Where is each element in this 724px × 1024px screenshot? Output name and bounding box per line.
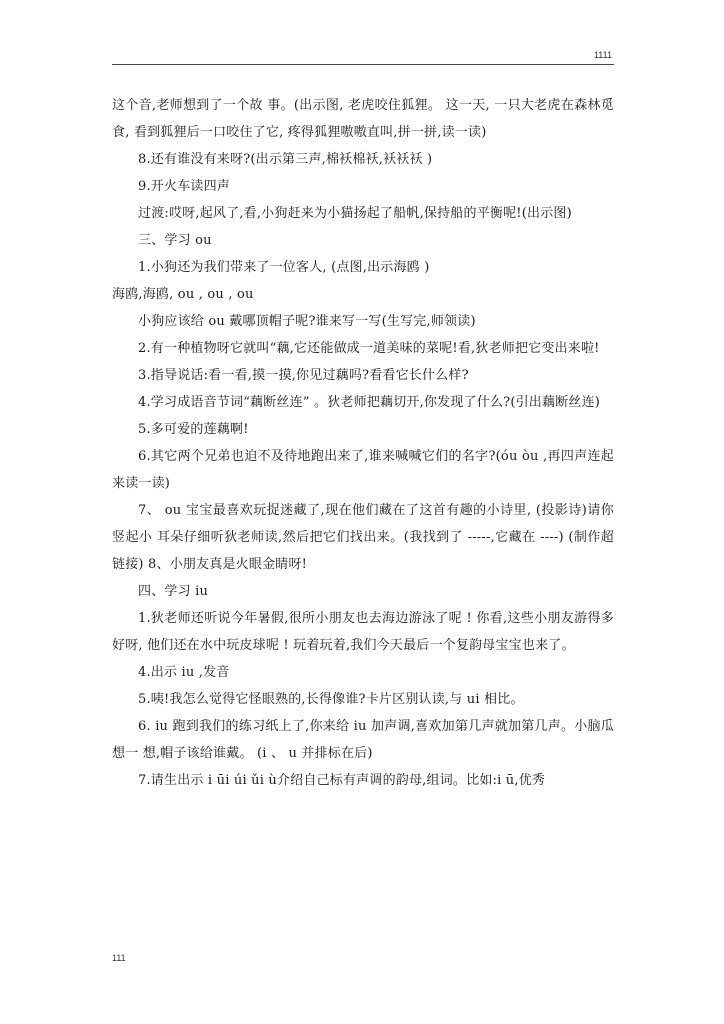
paragraph: 1.狄老师还听说今年暑假,很所小朋友也去海边游泳了呢 ! 你看,这些小朋友游得多好呀, 他们还在水中玩皮球呢 ! 玩着玩着,我们今天最后一个复韵母宝宝也来了。 [112,611,614,653]
section-heading: 四、学习 iu [138,584,209,599]
paragraph: 5.咦!我怎么觉得它怪眼熟的,长得像谁?卡片区别认读,与 ui 相比。 [138,692,524,707]
paragraph: 这个音,老师想到了一个故 事。(出示图, 老虎咬住狐狸。 这一天, 一只大老虎在森林觅食, 看到狐狸后一口咬住了它, 疼得狐狸嗷嗷直叫,拼一拼,读一读) [112,98,614,140]
paragraph: 2.有一种植物呀它就叫“藕,它还能做成一道美味的菜呢!看,狄老师把它变出来啦! [138,341,600,356]
paragraph: 1.小狗还为我们带来了一位客人, (点图,出示海鸥 ) [138,260,430,275]
paragraph: 4.出示 iu ,发音 [138,665,230,680]
paragraph: 6. iu 跑到我们的练习纸上了,你来给 iu 加声调,喜欢加第几声就加第几声。小脑瓜想一 想,帽子该给谁戴。 (i 、 u 并排标在后) [112,719,614,761]
body-text [112,92,614,794]
paragraph: 9.开火车读四声 [138,179,231,194]
header-page-number: 1111 [593,50,612,60]
paragraph: 5.多可爱的莲藕啊! [138,422,249,437]
paragraph: 小狗应该给 ou 戴哪顶帽子呢?谁来写一写(生写完,师领读) [138,314,476,329]
paragraph: 6.其它两个兄弟也迫不及待地跑出来了,谁来喊喊它们的名字?(óu òu ,再四声连起 来读一读) [112,449,614,491]
paragraph: 8.还有谁没有来呀?(出示第三声,棉袄棉袄,袄袄袄 ) [138,152,433,167]
paragraph: 7、 ou 宝宝最喜欢玩捉迷藏了,现在他们藏在了这首有趣的小诗里, (投影诗)请你竖起小 耳朵仔细听狄老师读,然后把它们找出来。(我找到了 -----,它藏在 ----) (制作超链接) 8、小朋友真是火眼金睛呀! [112,503,614,572]
paragraph: 3.指导说话:看一看,摸一摸,你见过藕吗?看看它长什么样? [138,368,469,383]
paragraph: 4.学习成语音节词“藕断丝连” 。狄老师把藕切开,你发现了什么?(引出藕断丝连) [138,395,601,410]
paragraph: 7.请生出示 i ūi úi ǔi ù介绍自己标有声调的韵母,组词。比如:i ū,优秀 [138,773,546,788]
header-rule [112,64,614,65]
paragraph: 海鸥,海鸥, ou , ou , ou [112,287,254,302]
section-heading: 三、学习 ou [138,233,212,248]
paragraph: 过渡:哎呀,起风了,看,小狗赶来为小猫扬起了船帆,保持船的平衡呢!(出示图) [138,206,572,221]
footer-page-number: 111 [112,953,126,963]
